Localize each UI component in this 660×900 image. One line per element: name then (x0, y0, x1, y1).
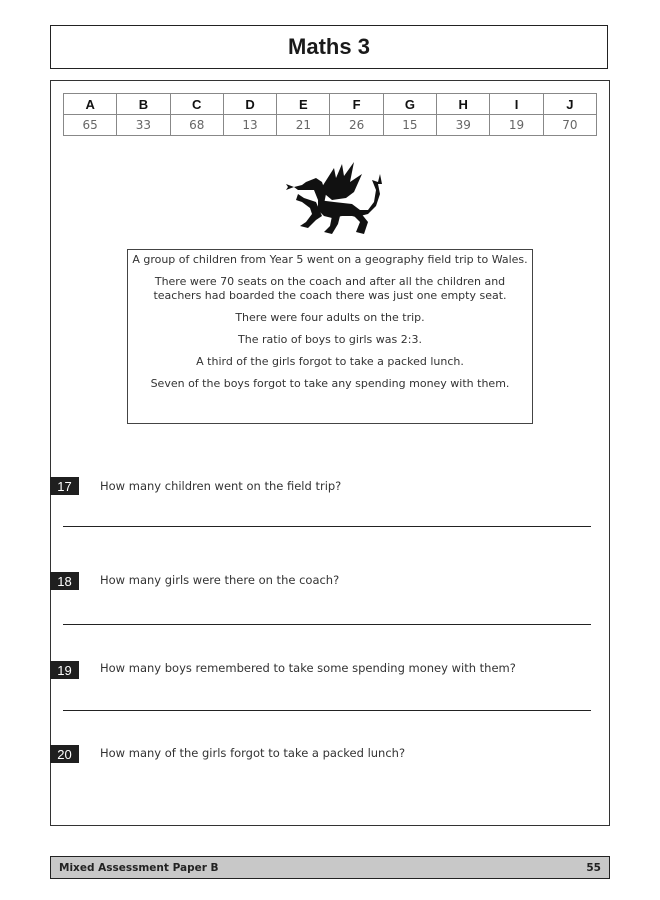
code-letter: C (170, 94, 223, 115)
scenario-line: A third of the girls forgot to take a packed lunch. (196, 355, 464, 368)
scenario-line: There were 70 seats on the coach and after all the children and teachers had boarded the coach there was just one empty seat. (153, 275, 507, 302)
question-text-18: How many girls were there on the coach? (100, 573, 340, 587)
question-number-17: 17 (50, 477, 79, 495)
code-value: 70 (543, 115, 596, 136)
code-letters-row (64, 94, 597, 115)
code-value: 68 (170, 115, 223, 136)
code-value: 13 (223, 115, 276, 136)
code-letter: H (437, 94, 490, 115)
code-value: 15 (383, 115, 436, 136)
code-letter: G (383, 94, 436, 115)
code-value: 26 (330, 115, 383, 136)
code-value: 33 (117, 115, 170, 136)
page-number: 55 (586, 861, 601, 874)
page-title-box (50, 25, 608, 69)
scenario-line: The ratio of boys to girls was 2:3. (238, 333, 422, 346)
page-title: Maths 3 (288, 34, 370, 59)
code-value: 21 (277, 115, 330, 136)
answer-line-19[interactable] (63, 710, 591, 711)
code-letter: F (330, 94, 383, 115)
footer-label: Mixed Assessment Paper B (59, 861, 219, 874)
welsh-dragon-icon (276, 160, 384, 240)
code-letter: E (277, 94, 330, 115)
scenario-box (127, 249, 533, 424)
code-value: 19 (490, 115, 543, 136)
question-text-19: How many boys remembered to take some spending money with them? (100, 661, 516, 675)
code-letter: B (117, 94, 170, 115)
question-number-18: 18 (50, 572, 79, 590)
scenario-line: A group of children from Year 5 went on a geography field trip to Wales. (132, 253, 528, 266)
code-value: 65 (64, 115, 117, 136)
page-footer (50, 856, 610, 879)
code-value: 39 (437, 115, 490, 136)
letter-code-table (63, 93, 597, 136)
scenario-line: Seven of the boys forgot to take any spending money with them. (150, 377, 510, 390)
code-letter: J (543, 94, 596, 115)
scenario-line: There were four adults on the trip. (235, 311, 425, 324)
answer-line-17[interactable] (63, 526, 591, 527)
answer-line-18[interactable] (63, 624, 591, 625)
question-text-20: How many of the girls forgot to take a packed lunch? (100, 746, 406, 760)
code-letter: D (223, 94, 276, 115)
question-number-19: 19 (50, 661, 79, 679)
code-values-row (64, 115, 597, 136)
question-number-20: 20 (50, 745, 79, 763)
question-text-17: How many children went on the field trip? (100, 479, 342, 493)
code-letter: I (490, 94, 543, 115)
code-letter: A (64, 94, 117, 115)
